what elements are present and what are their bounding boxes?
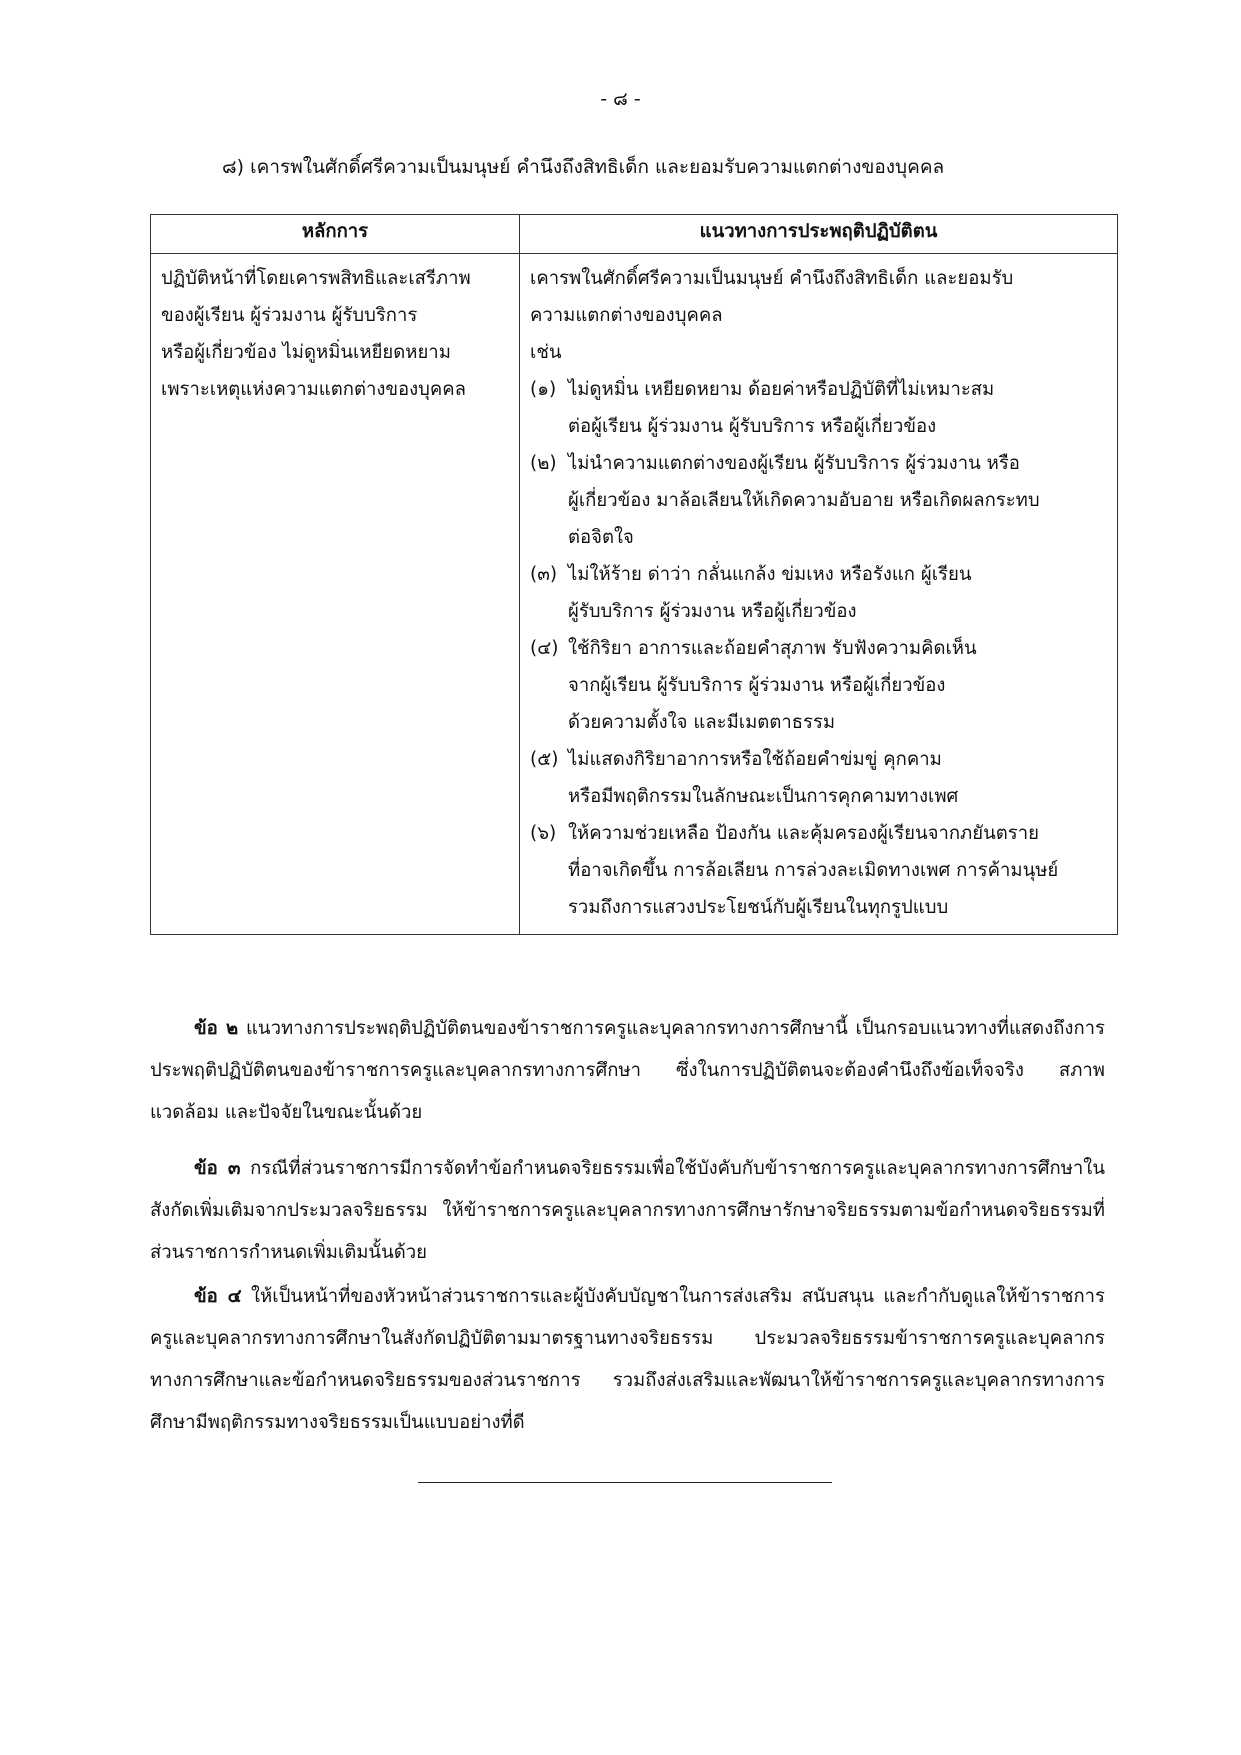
item-line: ต่อผู้เรียน ผู้ร่วมงาน ผู้รับบริการ หรือผู้เกี่ยวข้อง — [568, 416, 937, 437]
item-line: หรือมีพฤติกรรมในลักษณะเป็นการคุกคามทางเพศ — [568, 786, 959, 807]
table-row — [151, 254, 1118, 935]
header-guideline: แนวทางการประพฤติปฏิบัติตน — [520, 215, 1118, 254]
clause-text: แนวทางการประพฤติปฏิบัติตนของข้าราชการครูและบุคลากรทางการศึกษานี้ เป็นกรอบแนวทางที่แสดงถึงการประพฤติปฏิบัติตนของข้าราชการครูและบุคลากรทางการศึกษา ซึ่งในการปฏิบัติตนจะต้องคำนึงถึงข้อเท็จจริง สภาพแวดล้อม และปัจจัยในขณะนั้นด้วย — [150, 1018, 1105, 1123]
clause-label: ข้อ ๓ — [194, 1158, 241, 1179]
item-number: (๔) — [530, 638, 559, 659]
item-line: ด้วยความตั้งใจ และมีเมตตาธรรม — [568, 712, 836, 733]
principles-table — [150, 214, 1118, 935]
principle-cell — [151, 254, 520, 935]
guideline-cell — [520, 254, 1118, 935]
guideline-item — [530, 630, 1107, 741]
item-line: ผู้เกี่ยวข้อง มาล้อเลียนให้เกิดความอับอาย หรือเกิดผลกระทบ — [568, 490, 1040, 511]
item-number: (๒) — [530, 453, 557, 474]
principle-line: เพราะเหตุแห่งความแตกต่างของบุคคล — [161, 379, 467, 400]
item-line: ใช้กิริยา อาการและถ้อยคำสุภาพ รับฟังความคิดเห็น — [568, 638, 977, 659]
clause-label: ข้อ ๔ — [194, 1286, 242, 1307]
guideline-intro-line: เช่น — [530, 342, 562, 363]
section-heading: ๘) เคารพในศักดิ์ศรีความเป็นมนุษย์ คำนึงถึงสิทธิเด็ก และยอมรับความแตกต่างของบุคคล — [222, 156, 945, 178]
clause-text: กรณีที่ส่วนราชการมีการจัดทำข้อกำหนดจริยธรรมเพื่อใช้บังคับกับข้าราชการครูและบุคลากรทางการศึกษาในสังกัดเพิ่มเติมจากประมวลจริยธรรม ให้ข้าราชการครูและบุคลากรทางการศึกษารักษาจริยธรรมตามข้อกำหนดจริยธรรมที่ส่วนราชการกำหนดเพิ่มเติมนั้นด้วย — [150, 1158, 1105, 1263]
principle-line: ปฏิบัติหน้าที่โดยเคารพสิทธิและเสรีภาพ — [161, 268, 471, 289]
item-line: จากผู้เรียน ผู้รับบริการ ผู้ร่วมงาน หรือผู้เกี่ยวข้อง — [568, 675, 946, 696]
guideline-item — [530, 556, 1107, 630]
clause-4 — [150, 1276, 1105, 1444]
principle-line: หรือผู้เกี่ยวข้อง ไม่ดูหมิ่นเหยียดหยาม — [161, 342, 451, 363]
guideline-item — [530, 371, 1107, 445]
guideline-item — [530, 741, 1107, 815]
guideline-item — [530, 445, 1107, 556]
guideline-item — [530, 815, 1107, 926]
header-principle: หลักการ — [151, 215, 520, 254]
item-line: ต่อจิตใจ — [568, 527, 634, 548]
item-line: ที่อาจเกิดขึ้น การล้อเลียน การล่วงละเมิดทางเพศ การค้ามนุษย์ — [568, 860, 1059, 881]
page-number: - ๘ - — [600, 88, 641, 110]
item-line: ไม่ดูหมิ่น เหยียดหยาม ด้อยค่าหรือปฏิบัติที่ไม่เหมาะสม — [568, 379, 995, 400]
clause-2 — [150, 1008, 1105, 1134]
item-line: ผู้รับบริการ ผู้ร่วมงาน หรือผู้เกี่ยวข้อง — [568, 601, 857, 622]
principle-line: ของผู้เรียน ผู้ร่วมงาน ผู้รับบริการ — [161, 305, 418, 326]
item-number: (๓) — [530, 564, 558, 585]
item-line: รวมถึงการแสวงประโยชน์กับผู้เรียนในทุกรูปแบบ — [568, 897, 949, 918]
item-line: ไม่แสดงกิริยาอาการหรือใช้ถ้อยคำข่มขู่ คุกคาม — [568, 749, 942, 770]
item-number: (๖) — [530, 823, 557, 844]
clause-3 — [150, 1148, 1105, 1274]
clause-label: ข้อ ๒ — [194, 1018, 239, 1039]
item-line: ให้ความช่วยเหลือ ป้องกัน และคุ้มครองผู้เรียนจากภยันตราย — [568, 823, 1039, 844]
clause-text: ให้เป็นหน้าที่ของหัวหน้าส่วนราชการและผู้บังคับบัญชาในการส่งเสริม สนับสนุน และกำกับดูแลให้ข้าราชการครูและบุคลากรทางการศึกษาในสังกัดปฏิบัติตามมาตรฐานทางจริยธรรม ประมวลจริยธรรมข้าราชการครูและบุคลากรทางการศึกษาและข้อกำหนดจริยธรรมของส่วนราชการ รวมถึงส่งเสริมและพัฒนาให้ข้าราชการครูและบุคลากรทางการศึกษามีพฤติกรรมทางจริยธรรมเป็นแบบอย่างที่ดี — [150, 1286, 1105, 1433]
item-line: ไม่นำความแตกต่างของผู้เรียน ผู้รับบริการ ผู้ร่วมงาน หรือ — [568, 453, 1020, 474]
guideline-intro-line: ความแตกต่างของบุคคล — [530, 305, 723, 326]
table-header-row — [151, 215, 1118, 254]
item-number: (๑) — [530, 379, 557, 400]
item-line: ไม่ให้ร้าย ด่าว่า กลั่นแกล้ง ข่มเหง หรือรังแก ผู้เรียน — [568, 564, 972, 585]
end-rule-divider — [418, 1482, 832, 1483]
guideline-intro-line: เคารพในศักดิ์ศรีความเป็นมนุษย์ คำนึงถึงสิทธิเด็ก และยอมรับ — [530, 268, 1014, 289]
item-number: (๕) — [530, 749, 559, 770]
